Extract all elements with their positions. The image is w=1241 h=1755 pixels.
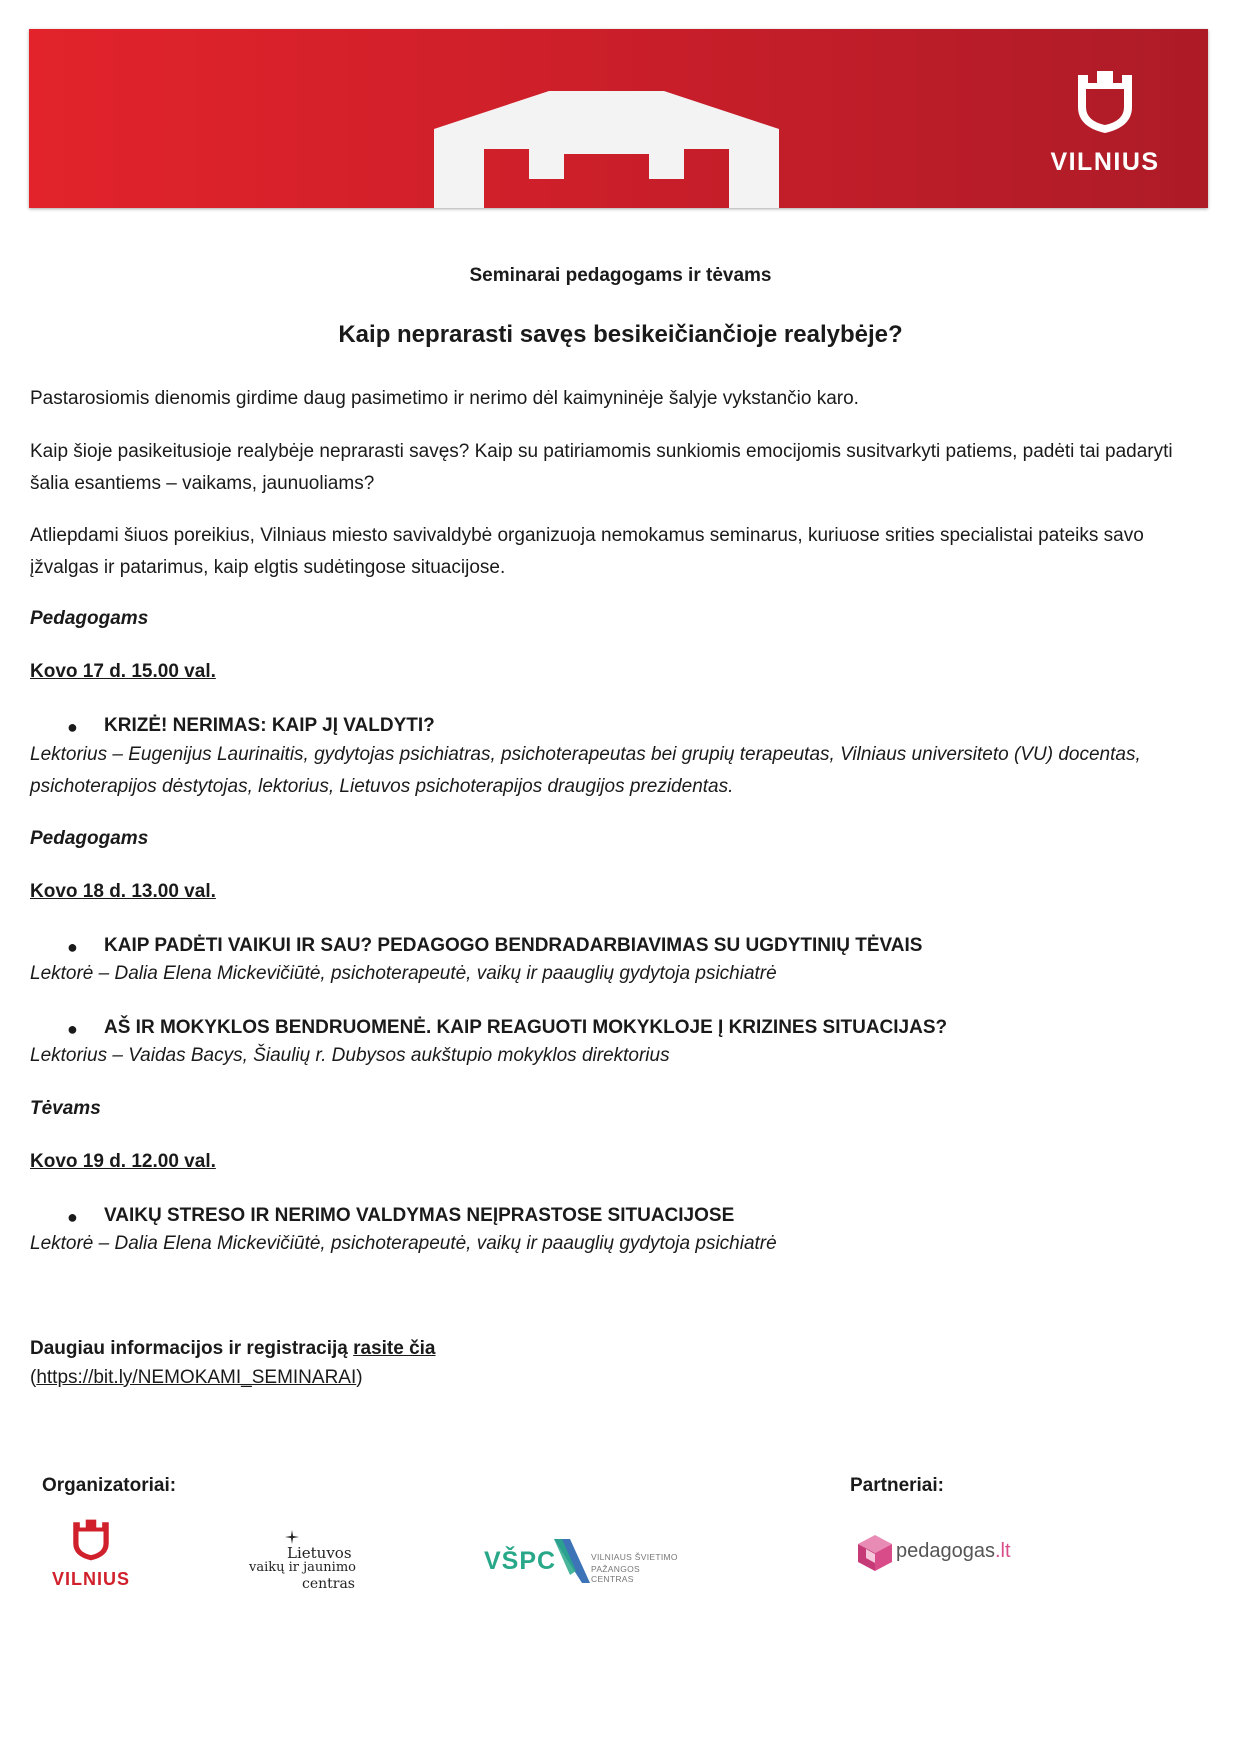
- pedagogas-name: pedagogas: [896, 1540, 995, 1562]
- pedagogas-tld: .lt: [994, 1540, 1011, 1562]
- vspc-line-1: VILNIAUS ŠVIETIMO: [591, 1552, 678, 1562]
- intro-paragraph-2: Kaip šioje pasikeitusioje realybėje neprarasti savęs? Kaip su patiriamomis sunkiomis emocijomis susitvarkyti patiems, padėti tai padaryti šalia esantiems – vaikams, jaunuoliams?: [30, 441, 1173, 494]
- intro-paragraph-3: Atliepdami šiuos poreikius, Vilniaus miesto savivaldybė organizuoja nemokamus seminarus, kuriuose srities specialistai pateiks savo įžvalgas ir patarimus, kaip elgtis sudėtingose situacijose.: [30, 525, 1144, 578]
- bullet-icon: ●: [67, 717, 78, 737]
- session-3-audience: Tėvams: [30, 1098, 101, 1119]
- session-2-topic-1-lecturer: Lektorė – Dalia Elena Mickevičiūtė, psichoterapeutė, vaikų ir paauglių gydytoja psichiatrė: [30, 963, 777, 984]
- castle-icon: [1071, 67, 1139, 137]
- bullet-icon: ●: [67, 937, 78, 957]
- vspc-swoosh-icon: [552, 1537, 592, 1585]
- sparkle-icon: [285, 1530, 299, 1544]
- session-3-topic-1-lecturer: Lektorė – Dalia Elena Mickevičiūtė, psichoterapeutė, vaikų ir paauglių gydytoja psichiatrė: [30, 1233, 777, 1254]
- ljc-line-3: centras: [302, 1576, 355, 1592]
- more-info-text: Daugiau informacijos ir registraciją: [30, 1338, 348, 1359]
- session-2-date: Kovo 18 d. 13.00 val.: [30, 881, 216, 902]
- session-2-topic-2-lecturer: Lektorius – Vaidas Bacys, Šiaulių r. Dubysos aukštupio mokyklos direktorius: [30, 1045, 670, 1066]
- bullet-icon: ●: [67, 1207, 78, 1227]
- ljc-line-1: Lietuvos: [287, 1544, 352, 1562]
- vilnius-logo-word: VILNIUS: [51, 1569, 130, 1589]
- ljc-line-2: vaikų ir jaunimo: [249, 1560, 356, 1575]
- partners-label: Partneriai:: [850, 1475, 944, 1496]
- pedagogas-wordmark: [896, 1540, 1011, 1563]
- url-close-paren: ): [356, 1367, 363, 1388]
- registration-link[interactable]: rasite čia: [353, 1338, 436, 1359]
- bullet-icon: ●: [67, 1019, 78, 1039]
- document-title: Kaip neprarasti savęs besikeičiančioje realybėje?: [338, 321, 903, 348]
- session-3-topic-1-title: VAIKŲ STRESO IR NERIMO VALDYMAS NEĮPRASTOSE SITUACIJOSE: [104, 1205, 735, 1226]
- session-1-topic-1-lecturer: Lektorius – Eugenijus Laurinaitis, gydytojas psichiatras, psichoterapeutas bei grupių terapeutas, Vilniaus universiteto (VU) docentas, psichoterapijos dėstytojas, lektorius, Lietuvos psichoterapijos draugijos prezidentas.: [30, 744, 1141, 797]
- more-info-line: [30, 1333, 1210, 1365]
- vilnius-brand-logo: [1040, 67, 1170, 177]
- pedagogas-logo: [856, 1533, 1016, 1577]
- organizers-label: Organizatoriai:: [42, 1475, 177, 1496]
- vilnius-logo: [46, 1517, 136, 1590]
- document-supertitle: Seminarai pedagogams ir tėvams: [469, 265, 772, 286]
- registration-url-line: [30, 1362, 1210, 1394]
- session-2-topic-2-title: AŠ IR MOKYKLOS BENDRUOMENĖ. KAIP REAGUOTI MOKYKLOJE Į KRIZINES SITUACIJAS?: [104, 1017, 948, 1038]
- registration-url-link[interactable]: https://bit.ly/NEMOKAMI_SEMINARAI: [36, 1367, 357, 1388]
- vspc-short-name: VŠPC: [484, 1547, 557, 1575]
- castle-emblem-graphic: [29, 29, 1208, 208]
- ljc-logo: [248, 1530, 378, 1600]
- castle-icon: [68, 1517, 114, 1563]
- session-2-audience: Pedagogams: [30, 828, 149, 849]
- session-1-date: Kovo 17 d. 15.00 val.: [30, 661, 216, 682]
- url-open-paren: (: [30, 1367, 37, 1388]
- session-1-topic-1-title: KRIZĖ! NERIMAS: KAIP JĮ VALDYTI?: [104, 715, 435, 736]
- session-2-topic-1-title: KAIP PADĖTI VAIKUI IR SAU? PEDAGOGO BENDRADARBIAVIMAS SU UGDYTINIŲ TĖVAIS: [104, 935, 923, 956]
- intro-paragraph-1: Pastarosiomis dienomis girdime daug pasimetimo ir nerimo dėl kaimyninėje šalyje vykstančio karo.: [30, 388, 859, 409]
- session-1-audience: Pedagogams: [30, 608, 149, 629]
- brand-wordmark: VILNIUS: [1050, 148, 1160, 176]
- pedagogas-cube-icon: [856, 1533, 894, 1573]
- header-banner: [29, 29, 1208, 208]
- vspc-line-2: PAŽANGOS CENTRAS: [591, 1564, 641, 1584]
- vspc-logo: [484, 1535, 684, 1590]
- session-3-date: Kovo 19 d. 12.00 val.: [30, 1151, 216, 1172]
